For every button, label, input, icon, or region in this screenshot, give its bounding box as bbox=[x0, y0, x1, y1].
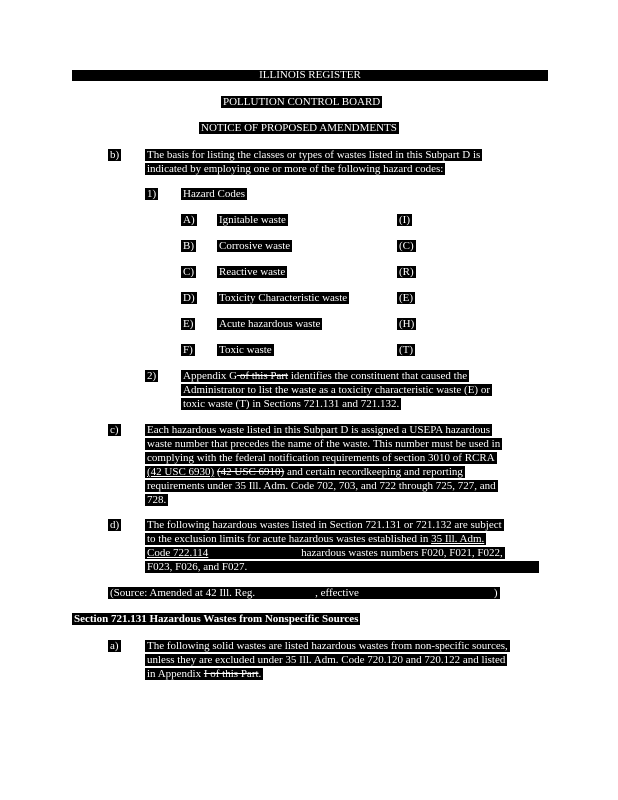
code-a-code: (I) bbox=[399, 214, 410, 226]
code-b-code: (C) bbox=[399, 240, 414, 252]
section-c-line1: Each hazardous waste listed in this Subpart D is assigned a USEPA hazardous bbox=[147, 424, 490, 436]
section-d-code-number: Code 722.114 bbox=[147, 547, 209, 559]
section-721-131-heading: Section 721.131 Hazardous Wastes from Nonspecific Sources bbox=[74, 613, 359, 625]
code-a-name: Ignitable waste bbox=[219, 214, 286, 226]
code-d-letter: D) bbox=[183, 292, 195, 304]
code-b-letter: B) bbox=[183, 240, 194, 252]
code-d-name: Toxicity Characteristic waste bbox=[219, 292, 348, 304]
item1-title: Hazard Codes bbox=[183, 188, 246, 200]
section-d-line4: F023, F026, and F027. bbox=[145, 561, 539, 573]
item2-line2: Administrator to list the waste as a toxicity characteristic waste (E) or bbox=[183, 384, 490, 396]
source-amended: (Source: Amended at 42 Ill. Reg. bbox=[110, 587, 256, 599]
section-d-line1: The following hazardous wastes listed in Section 721.131 or 721.132 are subject bbox=[147, 519, 502, 531]
section-c-line2: waste number that precedes the name of the waste. This number must be used in bbox=[147, 438, 501, 450]
section-d-line3 bbox=[145, 547, 505, 559]
section-d-line2 bbox=[145, 533, 486, 545]
code-e-code: (H) bbox=[399, 318, 415, 330]
code-a-letter: A) bbox=[183, 214, 195, 226]
section-c-line4-rest: and certain recordkeeping and reporting bbox=[284, 466, 463, 478]
section-c-line3: complying with the federal notification requirements of section 3010 of RCRA bbox=[147, 452, 495, 464]
source-effective: , effective bbox=[315, 587, 359, 599]
section-721-131-line3 bbox=[145, 668, 263, 680]
code-e-name: Acute hazardous waste bbox=[219, 318, 321, 330]
section-d-label: d) bbox=[110, 519, 120, 531]
code-f-letter: F) bbox=[183, 344, 193, 356]
section-721-131-line3-text: in Appendix bbox=[147, 668, 204, 680]
register-title: ILLINOIS REGISTER bbox=[259, 69, 361, 81]
section-d-code-ref: 35 Ill. Adm. bbox=[431, 533, 485, 545]
item2-line1-rest: identifies the constituent that caused the bbox=[288, 370, 468, 382]
code-c-letter: C) bbox=[183, 266, 194, 278]
section-b-label: b) bbox=[110, 149, 120, 161]
section-721-131-line2: unless they are excluded under 35 Ill. Adm. Code 720.120 and 720.122 and listed bbox=[147, 654, 506, 666]
section-c-line5: requirements under 35 Ill. Adm. Code 702, 703, and 722 through 725, 727, and bbox=[147, 480, 496, 492]
section-721-131-a-label: a) bbox=[110, 640, 119, 652]
code-c-name: Reactive waste bbox=[219, 266, 286, 278]
section-c-line6: 728. bbox=[147, 494, 167, 506]
code-f-name: Toxic waste bbox=[219, 344, 272, 356]
section-c-usc-old: (42 USC 6910) bbox=[216, 466, 285, 478]
item2-strike: of this Part bbox=[237, 370, 289, 382]
code-d-code: (E) bbox=[399, 292, 414, 304]
item1-num: 1) bbox=[147, 188, 157, 200]
notice-title: NOTICE OF PROPOSED AMENDMENTS bbox=[201, 122, 397, 134]
section-c-line4 bbox=[145, 466, 465, 478]
item2-appendix-ref: Appendix G bbox=[183, 370, 238, 382]
section-721-131-line3-end: . bbox=[258, 668, 262, 680]
section-d-line3-rest: hazardous wastes numbers F020, F021, F022, bbox=[298, 547, 503, 559]
section-c-label: c) bbox=[110, 424, 119, 436]
code-c-code: (R) bbox=[399, 266, 414, 278]
item2-num: 2) bbox=[147, 370, 157, 382]
item2-line1 bbox=[181, 370, 469, 382]
section-721-131-strike: I of this Part bbox=[203, 668, 259, 680]
code-f-code: (T) bbox=[399, 344, 414, 356]
code-b-name: Corrosive waste bbox=[219, 240, 291, 252]
source-close: ) bbox=[493, 587, 498, 599]
section-c-usc-new: (42 USC 6930) bbox=[147, 466, 215, 478]
section-d-line2-text: to the exclusion limits for acute hazardous wastes established in bbox=[147, 533, 432, 545]
item2-line3: toxic waste (T) in Sections 721.131 and 721.132. bbox=[183, 398, 400, 410]
board-title: POLLUTION CONTROL BOARD bbox=[223, 96, 381, 108]
section-721-131-line1: The following solid wastes are listed hazardous wastes from non-specific sources, bbox=[147, 640, 508, 652]
source-note bbox=[108, 587, 500, 599]
code-e-letter: E) bbox=[183, 318, 194, 330]
section-b-line1: The basis for listing the classes or types of wastes listed in this Subpart D is bbox=[147, 149, 481, 161]
section-b-line2: indicated by employing one or more of the following hazard codes: bbox=[147, 163, 444, 175]
